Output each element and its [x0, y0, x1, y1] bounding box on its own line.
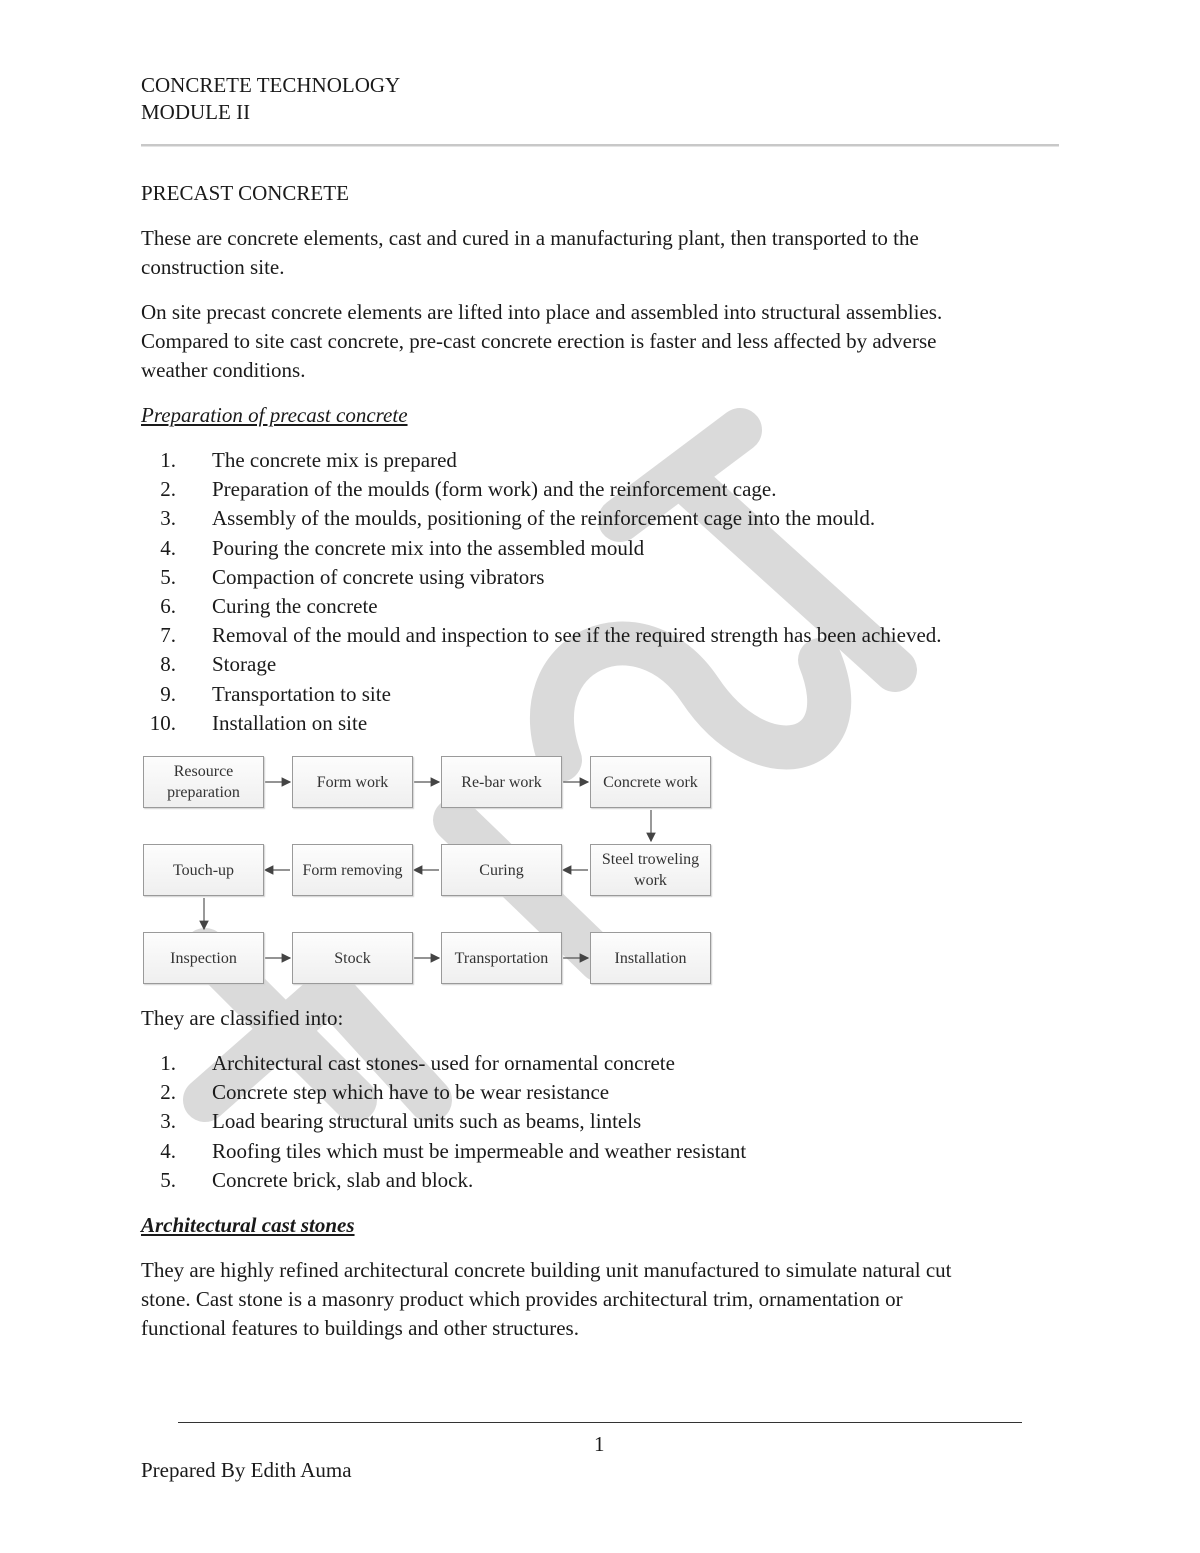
classification-intro: They are classified into:	[141, 1006, 344, 1030]
flow-step-stock: Stock	[292, 932, 413, 984]
flow-step-form-removing: Form removing	[292, 844, 413, 896]
architectural-paragraph-line: stone. Cast stone is a masonry product which provides architectural trim, ornamentation or	[141, 1287, 903, 1311]
prepared-by: Prepared By Edith Auma	[141, 1458, 352, 1482]
architectural-paragraph-line: They are highly refined architectural concrete building unit manufactured to simulate natural cut	[141, 1258, 952, 1282]
flow-step-installation: Installation	[590, 932, 711, 984]
flow-step-transportation: Transportation	[441, 932, 562, 984]
footer-divider	[178, 1422, 1022, 1423]
architectural-heading: Architectural cast stones	[141, 1213, 355, 1237]
section-title: PRECAST CONCRETE	[141, 181, 349, 205]
flow-step-form-work: Form work	[292, 756, 413, 808]
intro-paragraph-line: These are concrete elements, cast and cured in a manufacturing plant, then transported to the	[141, 226, 919, 250]
onsite-paragraph-line: On site precast concrete elements are lifted into place and assembled into structural assemblies.	[141, 300, 943, 324]
flow-step-curing: Curing	[441, 844, 562, 896]
header-module: MODULE II	[141, 100, 251, 124]
flow-step-inspection: Inspection	[143, 932, 264, 984]
intro-paragraph-line: construction site.	[141, 255, 285, 279]
flow-step-resource-preparation: Resource preparation	[143, 756, 264, 808]
onsite-paragraph-line: Compared to site cast concrete, pre-cast concrete erection is faster and less affected by adverse	[141, 329, 937, 353]
page-number: 1	[594, 1432, 605, 1456]
flow-step-steel-troweling: Steel troweling work	[590, 844, 711, 896]
architectural-paragraph-line: functional features to buildings and other structures.	[141, 1316, 579, 1340]
header-title: CONCRETE TECHNOLOGY	[141, 73, 401, 97]
flow-step-rebar-work: Re-bar work	[441, 756, 562, 808]
flow-step-touch-up: Touch-up	[143, 844, 264, 896]
flow-step-concrete-work: Concrete work	[590, 756, 711, 808]
onsite-paragraph-line: weather conditions.	[141, 358, 306, 382]
document-page: CONCRETE TECHNOLOGY MODULE II PRECAST CONCRETE These are concrete elements, cast and cured in a manufacturing plant, then transported to the construction site. On site precast concrete elements are lifted into place and assembled into structural assemblies. Compared to site cast concrete, pre-cast concrete erection is faster and less affected by adverse weather conditions. Preparation of precast concrete 1. The concrete mix is prepared 2. Preparation of the moulds (form work) and the reinforcement cage. 3. Assembly of the moulds, positioning of the reinforcement cage into the mould. 4. Pouring the concrete mix into the assembled mould 5. Compaction of concrete using vibrators 6. Curing the concrete 7. Removal of the mould and inspection to see if the required strength has been achieved. 8. Storage 9. Transportation to site 10. Installation on site Resource preparation Form work Re-bar work Concrete work Touch-up Form removing Curing Steel troweling work Inspection Stock Transportation Installation They are classified into: 1. Architectural cast stones- used for ornamental concrete 2. Concrete step which have to be wear resistance 3. Load bearing structural units such as beams, lintels 4. Roofing tiles which must be impermeable and weather resistant 5. Concrete brick, slab and block. Architectural cast stones They are highly refined architectural concrete building unit manufactured to simulate natural cut stone. Cast stone is a masonry product which provides architectural trim, ornamentation or functional features to buildings and other structures. 1 Prepared By Edith Auma	[0, 0, 1200, 1553]
preparation-heading: Preparation of precast concrete	[141, 403, 408, 427]
